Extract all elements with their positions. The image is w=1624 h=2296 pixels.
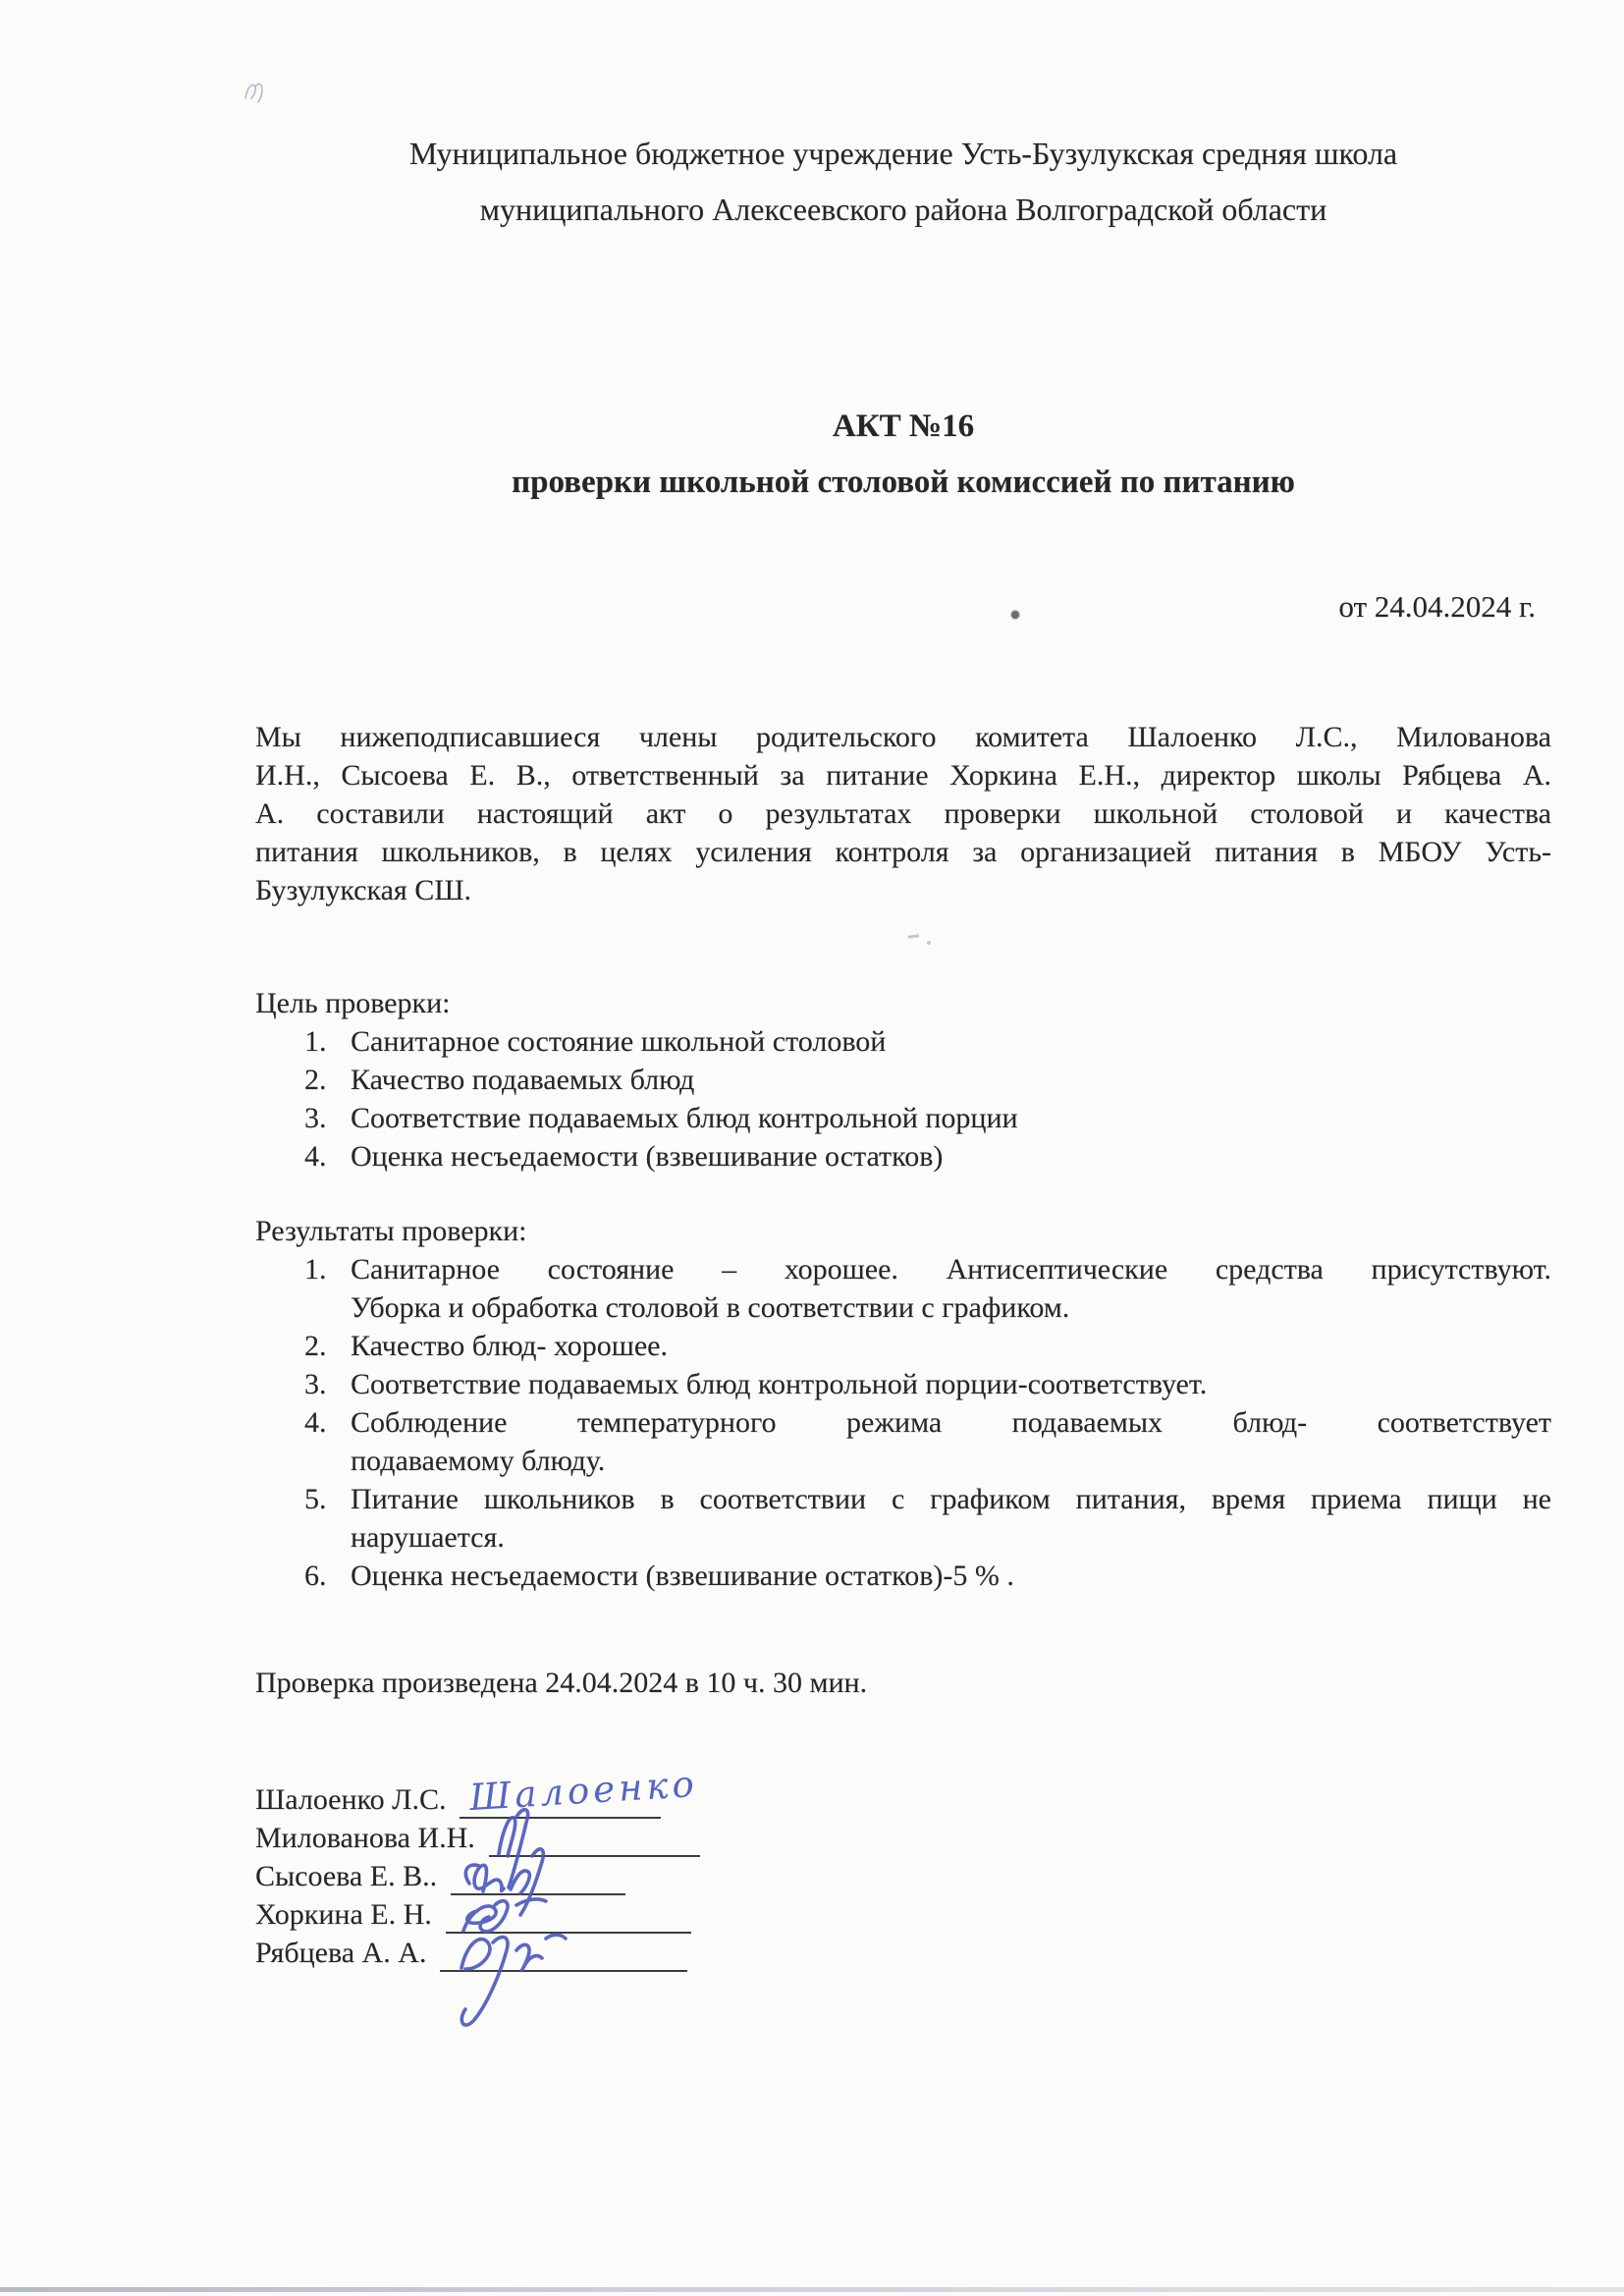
signature-stroke <box>516 1944 542 1970</box>
item-text: Качество блюд- хорошее. <box>351 1330 668 1362</box>
item-text: Оценка несъедаемости (взвешивание остатков) <box>351 1140 944 1173</box>
document-title: АКТ №16 <box>832 409 975 444</box>
list-item <box>255 1557 1551 1595</box>
item-text <box>351 1403 1551 1480</box>
item-number: 1. <box>304 1025 327 1058</box>
item-number: 6. <box>304 1559 327 1592</box>
intro-line: Мы нижеподписавшиеся члены родительского комитета Шалоенко Л.С., Милованова <box>255 721 1551 753</box>
list-item <box>255 1250 1551 1327</box>
conclusion-line: Проверка произведена 24.04.2024 в 10 ч. 30 мин. <box>255 1667 868 1699</box>
signature-scribbles <box>373 1758 766 2052</box>
scan-artifact-dash <box>908 934 919 939</box>
signature-name: Шалоенко Л.С. <box>255 1783 447 1816</box>
item-text: Качество подаваемых блюд <box>351 1064 695 1096</box>
goals-section <box>255 984 1551 1175</box>
intro-paragraph <box>255 718 1551 909</box>
item-number: 3. <box>304 1368 327 1400</box>
item-line: Санитарное состояние – хорошее. Антисептические средства присутствуют. <box>351 1253 1551 1285</box>
intro-line: И.Н., Сысоева Е. В., ответственный за питание Хоркина Е.Н., директор школы Рябцева А. <box>255 759 1551 792</box>
list-item <box>255 1365 1551 1403</box>
signature-stroke <box>461 1940 490 1969</box>
signature-stroke <box>516 1899 546 1905</box>
item-text <box>351 1480 1551 1557</box>
item-number: 2. <box>304 1064 327 1096</box>
signature-stroke <box>546 1935 566 1939</box>
signature-name: Хоркина Е. Н. <box>255 1898 432 1931</box>
list-item <box>255 1022 1551 1061</box>
goals-heading: Цель проверки: <box>255 987 451 1019</box>
signature-stroke <box>474 1865 504 1891</box>
list-item <box>255 1061 1551 1099</box>
results-section <box>255 1212 1551 1595</box>
header-line-2: муниципального Алексеевского района Волгоградской области <box>479 191 1327 227</box>
document-title-block <box>255 399 1551 511</box>
item-text: Соответствие подаваемых блюд контрольной порции-соответствует. <box>351 1368 1208 1400</box>
organization-header <box>255 126 1551 238</box>
signature-stroke <box>520 1849 543 1915</box>
intro-line: Бузулукская СШ. <box>255 874 472 906</box>
item-line: Уборка и обработка столовой в соответствии с графиком. <box>351 1291 1070 1324</box>
item-number: 4. <box>304 1140 327 1173</box>
scan-edge-line <box>0 2287 1624 2292</box>
item-number: 4. <box>304 1406 327 1439</box>
item-line: Питание школьников в соответствии с графиком питания, время приема пищи не <box>351 1483 1551 1515</box>
scan-artifact-speck <box>927 941 931 945</box>
item-text: Соответствие подаваемых блюд контрольной порции <box>351 1102 1018 1134</box>
signature-name: Рябцева А. А. <box>255 1937 427 1969</box>
list-item <box>255 1403 1551 1480</box>
item-text: Санитарное состояние школьной столовой <box>351 1025 887 1058</box>
handwritten-signature: Шалоенко <box>467 1762 699 1820</box>
scan-mark <box>242 79 267 106</box>
date-line: от 24.04.2024 г. <box>1338 589 1536 624</box>
intro-line: питания школьников, в целях усиления контроля за организацией питания в МБОУ Усть- <box>255 836 1551 868</box>
item-line: Соблюдение температурного режима подаваемых блюд- соответствует <box>351 1406 1551 1439</box>
header-line-1: Муниципальное бюджетное учреждение Усть-Бузулукская средняя школа <box>408 136 1398 171</box>
item-text <box>351 1250 1551 1327</box>
signature-name: Милованова И.Н. <box>255 1822 475 1854</box>
list-item <box>255 1099 1551 1137</box>
item-text: Оценка несъедаемости (взвешивание остатков)-5 % . <box>351 1559 1014 1592</box>
list-item <box>255 1327 1551 1365</box>
item-line: подаваемому блюду. <box>351 1445 606 1477</box>
list-item <box>255 1480 1551 1557</box>
item-number: 5. <box>304 1483 327 1515</box>
item-number: 2. <box>304 1330 327 1362</box>
item-line: нарушается. <box>351 1521 505 1554</box>
list-item <box>255 1137 1551 1175</box>
document-subtitle: проверки школьной столовой комиссией по питанию <box>512 465 1295 500</box>
results-heading: Результаты проверки: <box>255 1215 527 1247</box>
item-number: 3. <box>304 1102 327 1134</box>
signature-name: Сысоева Е. В.. <box>255 1860 438 1892</box>
intro-line: А. составили настоящий акт о результатах проверки школьной столовой и качества <box>255 797 1551 830</box>
signature-stroke <box>499 1818 515 1856</box>
scan-artifact-dot <box>1011 611 1019 619</box>
item-number: 1. <box>304 1253 327 1285</box>
